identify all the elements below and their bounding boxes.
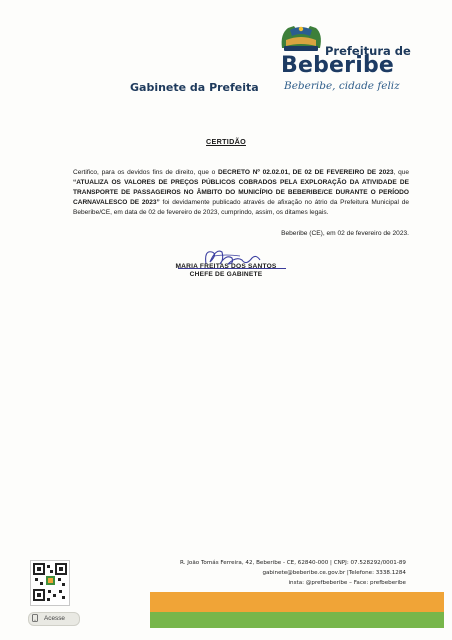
para-mid: , que	[393, 169, 410, 176]
para-intro: Certifico, para os devidos fins de direito, que o	[73, 169, 219, 176]
footer-contact: gabinete@beberibe.ce.gov.br |Telefone: 3338.1284	[262, 570, 406, 576]
para-decree: DECRETO Nº 02.02.01, DE 02 DE FEVEREIRO DE 2023	[218, 169, 394, 176]
footer-social: insta: @prefbeberibe – Face: prefbeberibe	[288, 580, 406, 586]
para-rest: foi devidamente publicado através de afixação no átrio da Prefeitura Municipal de Beberibe/CE, em data de 02 de fevereiro de 2023, cumprindo, assim, os ditames legais.	[73, 199, 410, 216]
certificate-title: CERTIDÃO	[206, 137, 246, 146]
place-date: Beberibe (CE), em 02 de fevereiro de 2023.	[281, 230, 409, 237]
footer-stripe-green	[150, 612, 444, 628]
crest-icon	[276, 22, 326, 56]
certificate-paragraph	[73, 168, 409, 218]
brand-prefix: Prefeitura de	[325, 44, 411, 58]
footer-address: R. João Tomás Ferreira, 42, Beberibe - CE, 62840-000 | CNPJ: 07.528292/0001-89	[180, 560, 406, 566]
para-subject: “ATUALIZA OS VALORES DE PREÇOS PÚBLICOS COBRADOS PELA EXPLORAÇÃO DA ATIVIDADE DE TRANSPORTE DE PASSAGEIROS NO ÂMBITO DO MUNICÍPIO DE BEBERIBE/CE DURANTE O PERÍODO CARNAVALESCO DE 2023”	[73, 179, 409, 206]
footer-stripe-orange	[150, 592, 444, 612]
signer-name: MARIA FREITAS DOS SANTOS	[175, 263, 277, 270]
signer-role: CHEFE DE GABINETE	[189, 271, 263, 278]
phone-icon	[31, 614, 39, 622]
qr-code[interactable]	[30, 560, 70, 606]
office-title: Gabinete da Prefeita	[130, 81, 259, 94]
brand-name: Beberibe	[281, 53, 395, 78]
brand-slogan: Beberibe, cidade feliz	[284, 80, 400, 92]
acesse-label: Acesse	[44, 614, 65, 622]
